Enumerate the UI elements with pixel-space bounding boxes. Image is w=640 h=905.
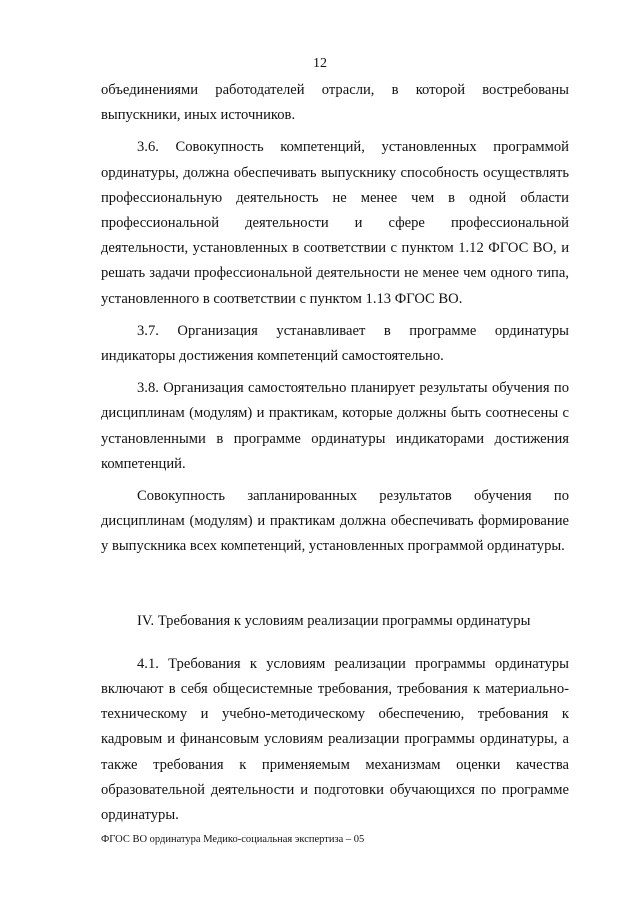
paragraph-3-6: 3.6. Совокупность компетенций, установленных программой ординатуры, должна обеспечивать выпускнику способность осуществлять профессиональную деятельность не менее чем в одной области профессиональной деятельности и сфере профессиональной деятельности, установленных в соответствии с пунктом 1.12 ФГОС ВО, и решать задачи профессиональной деятельности не менее чем одного типа, установленного в соответствии с пунктом 1.13 ФГОС ВО.: [101, 139, 569, 307]
paragraph-3-8-continuation: Совокупность запланированных результатов обучения по дисциплинам (модулям) и практикам должна обеспечивать формирование у выпускника всех компетенций, установленных программой ординатуры.: [101, 488, 569, 555]
section-heading: IV. Требования к условиям реализации программы ординатуры: [137, 612, 531, 629]
footer: ФГОС ВО ординатура Медико-социальная экспертиза – 05: [101, 834, 365, 845]
paragraph-continuation: объединениями работодателей отрасли, в которой востребованы выпускники, иных источников.: [101, 82, 569, 124]
paragraph-3-8: 3.8. Организация самостоятельно планирует результаты обучения по дисциплинам (модулям) и практикам, которые должны быть соотнесены с установленными в программе ординатуры индикаторами достижения компетенций.: [101, 380, 569, 472]
paragraph-3-7: 3.7. Организация устанавливает в программе ординатуры индикаторы достижения компетенций самостоятельно.: [101, 322, 569, 365]
paragraph-4-1: 4.1. Требования к условиям реализации программы ординатуры включают в себя общесистемные требования, требования к материально-техническому и учебно-методическому обеспечению, требования к кадровым и финансовым условиям реализации программы ординатуры, а также требования к применяемым механизмам оценки качества образовательной деятельности и подготовки обучающихся по программе ординатуры.: [101, 655, 569, 824]
document-body: [101, 78, 569, 828]
page-number: 12: [313, 56, 327, 71]
